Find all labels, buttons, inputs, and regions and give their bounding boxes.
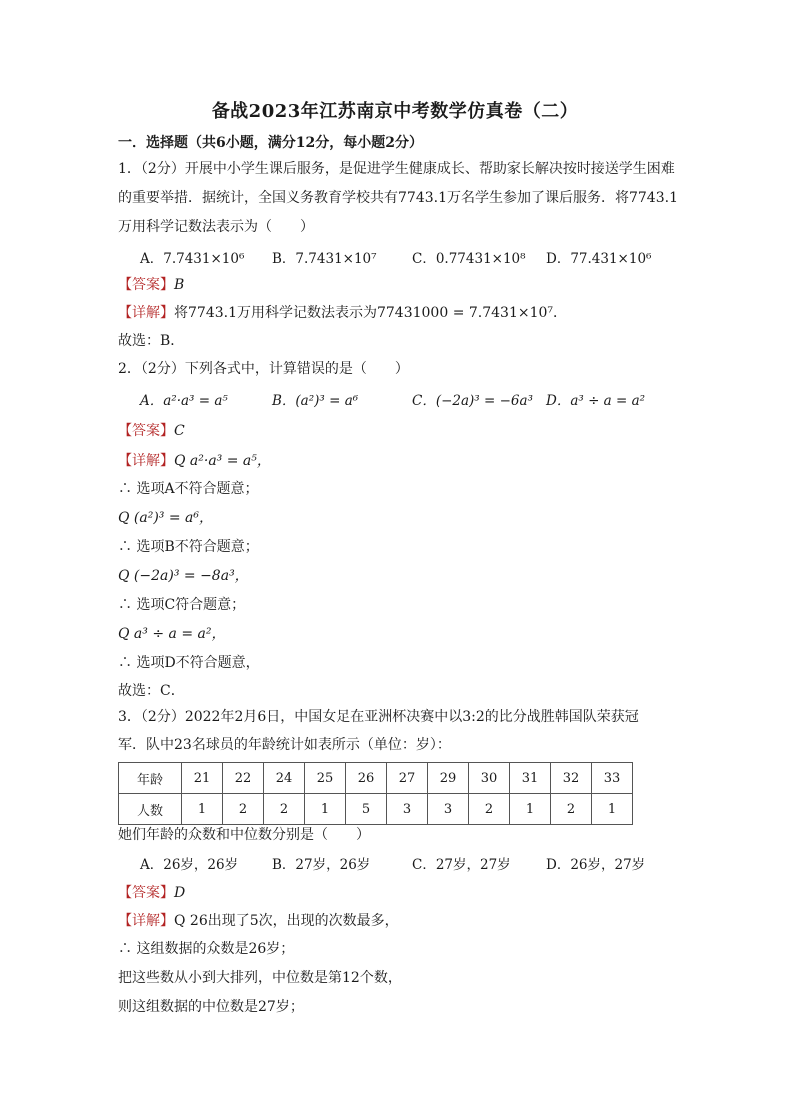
table-cell: 32 bbox=[551, 763, 592, 794]
q2-step: Q a³ ÷ a = a²， bbox=[118, 626, 226, 642]
table-cell: 2 bbox=[223, 794, 264, 825]
detail-label: 【详解】 bbox=[118, 305, 174, 321]
q2-line-1: 2．（2分）下列各式中，计算错误的是（ ） bbox=[118, 361, 409, 377]
table-row-ages bbox=[119, 763, 633, 794]
q2-option-c: C．(−2a)³ = −6a³ bbox=[412, 393, 533, 409]
table-cell: 3 bbox=[387, 794, 428, 825]
q1-line-2: 的重要举措．据统计，全国义务教育学校共有7743.1万名学生参加了课后服务．将7743.1 bbox=[118, 190, 678, 206]
q1-answer bbox=[118, 276, 184, 294]
table-cell: 2 bbox=[551, 794, 592, 825]
table-header-age: 年龄 bbox=[119, 763, 182, 794]
detail-label: 【详解】 bbox=[118, 453, 174, 469]
table-cell: 1 bbox=[182, 794, 223, 825]
page-title: 备战2023年江苏南京中考数学仿真卷（二） bbox=[211, 101, 579, 122]
table-cell: 26 bbox=[346, 763, 387, 794]
q3-line-2: 军．队中23名球员的年龄统计如表所示（单位：岁）： bbox=[118, 737, 451, 753]
age-table bbox=[118, 762, 633, 825]
q2-option-a: A．a²·a³ = a⁵ bbox=[140, 393, 228, 409]
q3-step: 把这些数从小到大排列，中位数是第12个数， bbox=[118, 970, 402, 986]
table-cell: 33 bbox=[592, 763, 633, 794]
q2-step: ∴ 选项A不符合题意； bbox=[118, 481, 259, 497]
q3-option-a: A．26岁，26岁 bbox=[140, 857, 239, 873]
answer-label: 【答案】 bbox=[118, 885, 174, 901]
q1-option-c: C．0.77431×10⁸ bbox=[412, 251, 526, 267]
q1-line-1: 1．（2分）开展中小学生课后服务，是促进学生健康成长、帮助家长解决按时接送学生困难 bbox=[118, 161, 675, 177]
q3-detail bbox=[118, 912, 399, 930]
q1-option-a: A．7.7431×10⁶ bbox=[140, 251, 245, 267]
detail-text: 将7743.1万用科学记数法表示为77431000 = 7.7431×10⁷． bbox=[174, 305, 568, 321]
answer-value: C bbox=[174, 423, 185, 439]
table-cell: 25 bbox=[305, 763, 346, 794]
table-header-count: 人数 bbox=[119, 794, 182, 825]
q2-step: Q (a²)³ = a⁶， bbox=[118, 510, 214, 526]
table-cell: 5 bbox=[346, 794, 387, 825]
q3-step: 则这组数据的中位数是27岁； bbox=[118, 999, 304, 1015]
table-cell: 2 bbox=[469, 794, 510, 825]
q1-option-d: D．77.431×10⁶ bbox=[546, 251, 652, 267]
q2-step: ∴ 选项C符合题意； bbox=[118, 597, 246, 613]
q1-option-b: B．7.7431×10⁷ bbox=[272, 251, 377, 267]
q3-answer bbox=[118, 884, 185, 902]
section-heading: 一．选择题（共6小题，满分12分，每小题2分） bbox=[118, 135, 423, 151]
table-cell: 27 bbox=[387, 763, 428, 794]
answer-label: 【答案】 bbox=[118, 277, 174, 293]
table-cell: 21 bbox=[182, 763, 223, 794]
q2-conclusion: 故选：C． bbox=[118, 683, 185, 699]
table-cell: 22 bbox=[223, 763, 264, 794]
answer-value: D bbox=[174, 885, 186, 901]
table-cell: 31 bbox=[510, 763, 551, 794]
q1-detail bbox=[118, 304, 567, 322]
q2-step: Q (−2a)³ = −8a³， bbox=[118, 568, 249, 584]
q3-option-b: B．27岁，26岁 bbox=[272, 857, 371, 873]
table-cell: 1 bbox=[510, 794, 551, 825]
q1-conclusion: 故选：B． bbox=[118, 333, 185, 349]
table-row-counts bbox=[119, 794, 633, 825]
answer-value: B bbox=[174, 277, 185, 293]
table-cell: 2 bbox=[264, 794, 305, 825]
q3-option-d: D．26岁，27岁 bbox=[546, 857, 646, 873]
q2-step: ∴ 选项B不符合题意； bbox=[118, 539, 259, 555]
q3-question: 她们年龄的众数和中位数分别是（ ） bbox=[118, 827, 370, 843]
q3-step: ∴ 这组数据的众数是26岁； bbox=[118, 941, 295, 957]
q2-detail bbox=[118, 452, 271, 470]
detail-label: 【详解】 bbox=[118, 913, 174, 929]
q2-step: ∴ 选项D不符合题意， bbox=[118, 655, 260, 671]
q1-line-3: 万用科学记数法表示为（ ） bbox=[118, 219, 314, 235]
table-cell: 30 bbox=[469, 763, 510, 794]
table-cell: 1 bbox=[305, 794, 346, 825]
q3-option-c: C．27岁，27岁 bbox=[412, 857, 511, 873]
q2-answer bbox=[118, 422, 185, 440]
detail-step: Q a²·a³ = a⁵， bbox=[174, 453, 271, 469]
detail-text: Q 26出现了5次，出现的次数最多， bbox=[174, 913, 399, 929]
answer-label: 【答案】 bbox=[118, 423, 174, 439]
table-cell: 24 bbox=[264, 763, 305, 794]
table-cell: 29 bbox=[428, 763, 469, 794]
table-cell: 3 bbox=[428, 794, 469, 825]
table-cell: 1 bbox=[592, 794, 633, 825]
q2-option-b: B．(a²)³ = a⁶ bbox=[272, 393, 359, 409]
q2-option-d: D．a³ ÷ a = a² bbox=[546, 393, 646, 409]
q3-line-1: 3．（2分）2022年2月6日，中国女足在亚洲杯决赛中以3:2的比分战胜韩国队荣获冠 bbox=[118, 709, 639, 725]
